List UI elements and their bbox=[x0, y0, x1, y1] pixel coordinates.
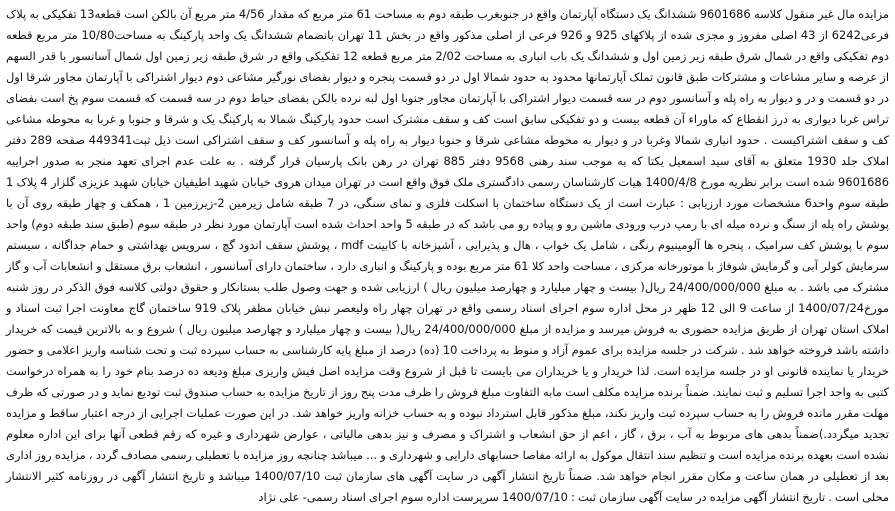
notice-paragraph: مزایده مال غیر منقول کلاسه 9601686 ششدانگ یک دستگاه آپارتمان واقع در جنوبغرب طبقه دوم به مساحت 61 متر مربع که مقدار 4/56 متر مربع آن بالکن است قطعه13 تفکیکی به پلاک فرعی6242 از 43 اصلی مفروز و مجزی شده از پلاکهای 925 و 926 فرعی از اصلی مذکور واقع در بخش 11 تهران بانضمام ششدانگ یک واحد پارکینگ به مساحت10/80 متر مربع قطعه دوم تفکیکی واقع در شمال شرق طبقه زیر زمین اول و ششدانگ یک باب انباری به مساحت 2/02 متر مربع قطعه 12 تفکیکی واقع در شرق طبقه زیر زمین اول شمال آسانسور با قدر السهم از عرصه و سایر مشاعات و مشترکات طبق قانون تملک آپارتمانها محدود به حدود شمالا اول در دو قسمت پنجره و دیوار بفضای نورگیر مشاعی دوم دیوار اشتراکی با آپارتمان مجاور شرقا اول در دو قسمت و در و دیوار به راه پله و آسانسور دوم در سه قسمت دیوار اشتراکی با آپارتمان مجاور جنوبا اول لبه نرده بالکن بفضای حیاط دوم در سه قسمت که قسمت سوم پخ است بفضای تراس غربا دیواری به درز انقطاع که ماوراء آن قطعه بیست و دو تفکیکی سابق است کف و سقف مشترک است حدود پارکینگ شمالا به پارکینگ یک و شرقا و جنوبا و غربا به محوطه مشاعی کف و سقف اشتراکیست . حدود انباری شمالا وغربا در و دیوار به محوطه مشاعی شرقا و جنوبا دیوار به راه پله و آسانسور کف و سقف اشتراکی است ذیل ثبت449341 صفحه 289 دفتر املاک جلد 1930 متعلق به آقای سید اسمعیل یکتا که به موجب سند رهنی 9568 دفتر 885 تهران در رهن بانک پارسیان قرار گرفته . به علت عدم اجرای تعهد منجر به صدور اجراییه 9601686 شده است برابر نظریه مورخ 1400/4/8 هیات کارشناسان رسمی دادگستری ملک فوق واقع است در تهران میدان هروی خیابان شهید اطیفیان خیابان شهید عزیزی گلزار 4 پلاک 1 طبقه سوم واحد6 مشخصات مورد ارزیابی : عبارت است از یک دستگاه ساختمان با اسکلت فلزی و نمای سنگی، در 7 طبقه شامل زیرمین 2-زیرزمین 1 ، همکف و چهار طبقه روی آن با پوشش راه پله از سنگ و نرده میله ای با رمپ درب ورودی ماشین رو و پیاده رو می باشد که در طبقه 5 واحد احداث شده است آپارتمان مورد نظر در طبقه سوم (طبق سند طبقه دوم) واحد سوم با پوشش کف سرامیک ، پنجره ها آلومینیوم رنگی ، شامل یک خواب ، هال و پذیرایی ، آشپزخانه با کابینت mdf ، پوشش سقف اندود گچ ، سرویس بهداشتی و حمام جداگانه ، سیستم سرمایش کولر آبی و گرمایش شوفاژ با موتورخانه مرکزی ، مساحت واحد کلا 61 متر مربع بوده و پارکینگ و انباری دارد ، ساختمان دارای آسانسور ، انشعاب برق مستقل و انشعابات آب و گاز مشترک می باشد . به مبلغ 24/400/000/000 ریال( بیست و چهار میلیارد و چهارصد میلیون ریال ) ارزیابی شده و جهت وصول طلب بستانکار و حقوق دولتی کلاسه فوق الذکر در روز شنبه مورخ1400/07/24 از ساعت 9 الی 12 ظهر در محل اداره سوم اجرای اسناد رسمی واقع در تهران چهار راه ولیعصر نبش خیابان مظفر پلاک 919 ساختمان گاج معاونت اجرا ثبت اسناد و املاک استان تهران از طریق مزایده حضوری به فروش میرسد و مزایده از مبلغ 24/400/000/000 ریال( بیست و چهار میلیارد و چهارصد میلیون ریال ) شروع و به بالاترین قیمت که خریدار داشته باشد فروخته خواهد شد . شرکت در جلسه مزایده برای عموم آزاد و منوط به پرداخت 10 (ده) درصد از مبلغ پایه کارشناسی به حساب سپرده ثبت و تحت شناسه واریز اعلامی و حضور خریدار یا نماینده قانونی او در جلسه مزایده است. لذا خریدار و یا خریداران می بایست تا قبل از شروع وقت مزایده اصل فیش واریزی مبلغ ودیعه ده درصد بنام خود را به همراه درخواست کتبی به واحد اجرا تسلیم و ثبت نمایند. ضمناً برنده مزایده مکلف است مابه التفاوت مبلغ فروش را ظرف مدت پنج روز از تاریخ مزایده به حساب صندوق ثبت تودیع نماید و در صورتی که ظرف مهلت مقرر مانده فروش را به حساب سپرده ثبت واریز نکند، مبلغ مذکور قابل استرداد نبوده و به حساب خزانه واریز خواهد شد. در این صورت عملیات اجرایی از درجه اعتبار ساقط و مزایده تجدید میگردد.)ضمناً بدهی های مربوط به آب ، برق ، گاز ، اعم از حق انشعاب و اشتراک و مصرف و نیز بدهی مالیاتی ، عوارض شهرداری و غیره که رقم قطعی آنها برای این اداره معلوم نشده است بعهده برنده مزایده است و تنظیم سند انتقال موکول به ارائه مفاصا حسابهای دارایی و شهرداری و ... میباشد چنانچه روز مزایده با تعطیلی رسمی مصادف گردد ، مزایده روز اداری بعد از تعطیلی در همان ساعت و مکان مقرر انجام خواهد شد. ضمناً تاریخ انتشار آگهی در سایت آگهی های سازمان ثبت 1400/07/10 میباشد و تاریخ انتشار آگهی در روزنامه کثیر الانتشار محلی است . تاریخ انتشار آگهی مزایده در سایت آگهی سازمان ثبت : 1400/07/10 سرپرست اداره سوم اجرای اسناد رسمی- علی نژاد bbox=[6, 7, 890, 504]
auction-notice-text bbox=[6, 4, 889, 508]
